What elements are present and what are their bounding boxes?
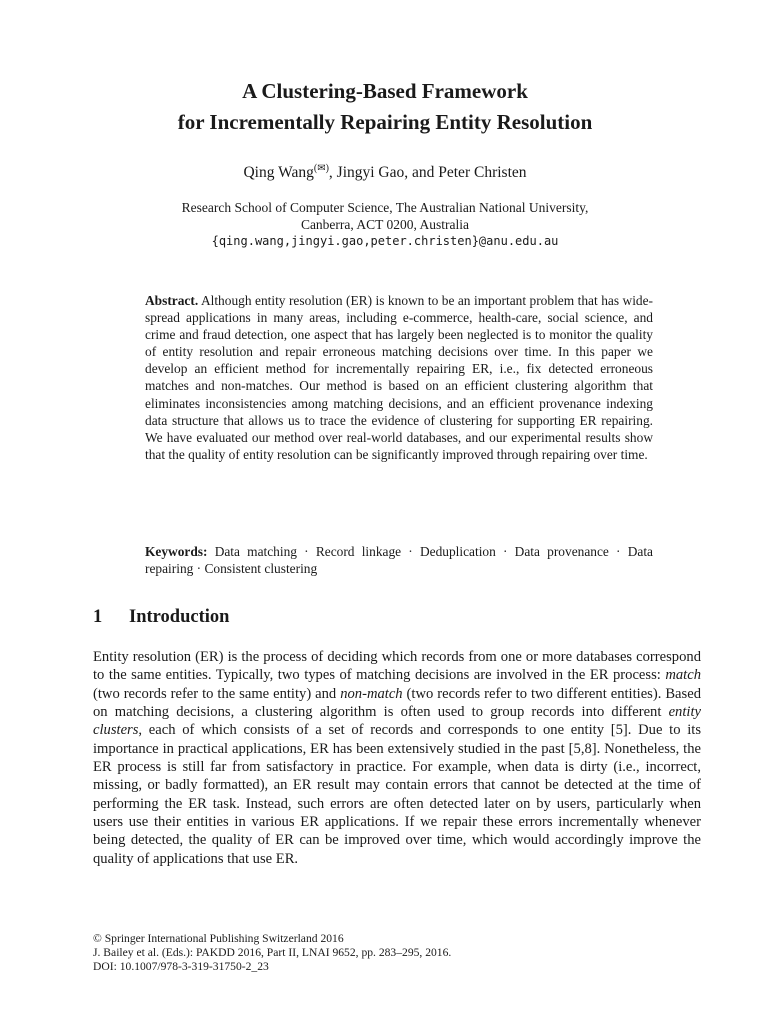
keywords-text: Data matching · Record linkage · Deduplication · Data provenance · Data repairing · Consistent clustering xyxy=(145,544,653,577)
section-number: 1 xyxy=(93,607,103,627)
title-line-2: for Incrementally Repairing Entity Resolution xyxy=(177,110,593,134)
envelope-icon: (✉) xyxy=(313,163,329,174)
affiliation xyxy=(0,199,770,250)
section-heading xyxy=(93,607,229,628)
author-others: , Jingyi Gao, and Peter Christen xyxy=(328,164,527,182)
intro-text-2: (two records refer to the same entity) and xyxy=(93,685,341,702)
affiliation-line-2: Canberra, ACT 0200, Australia xyxy=(300,217,470,232)
intro-text-4: , each of which consists of a set of records and corresponds to one entity [5]. Due to its importance in practical applications, ER has been extensively studied in the past [5,8]. Nonetheless, the ER process is still far from satisfactory in practice. For example, when data is dirty (i.e., incorrect, missing, or badly formatted), an ER result may contain errors that cannot be detected at the time of performing the ER task. Instead, such errors are often detected later on by users, particularly when users use their entities in various ER applications. If we repair these errors incrementally whenever being detected, the quality of ER can be improved over time, which would accordingly improve the quality of applications that use ER. xyxy=(93,722,701,867)
title-line-1: A Clustering-Based Framework xyxy=(242,79,528,103)
term-entity-clusters: entity clusters xyxy=(93,704,701,739)
keywords xyxy=(145,543,653,577)
citation-line: J. Bailey et al. (Eds.): PAKDD 2016, Part II, LNAI 9652, pp. 283–295, 2016. xyxy=(93,946,452,959)
paper-title xyxy=(0,76,770,138)
author-emails: {qing.wang,jingyi.gao,peter.christen}@anu.edu.au xyxy=(211,234,559,248)
abstract xyxy=(145,292,653,463)
copyright-line: © Springer International Publishing Switzerland 2016 xyxy=(93,932,344,945)
intro-text-1: Entity resolution (ER) is the process of deciding which records from one or more databases correspond to the same entities. Typically, two types of matching decisions are involved in the ER process: xyxy=(93,649,701,684)
intro-text-3: (two records refer to two different entities). Based on matching decisions, a clustering algorithm is often used to group records into different xyxy=(93,685,701,721)
publication-footer xyxy=(93,932,701,974)
affiliation-line-1: Research School of Computer Science, The Australian National University, xyxy=(181,200,589,215)
intro-paragraph xyxy=(93,648,701,868)
doi-line: DOI: 10.1007/978-3-319-31750-2_23 xyxy=(93,960,269,973)
term-match: match xyxy=(665,667,701,684)
term-non-match: non-match xyxy=(340,685,403,702)
keywords-label: Keywords: xyxy=(145,544,208,559)
author-corresponding: Qing Wang xyxy=(243,164,314,182)
section-title: Introduction xyxy=(129,607,230,627)
author-list xyxy=(0,163,770,182)
abstract-text: Although entity resolution (ER) is known to be an important problem that has wide-spread applications in many areas, including e-commerce, health-care, social science, and crime and fraud detection, one aspect that has largely been neglected is to monitor the quality of entity resolution and repair erroneous matching decisions over time. In this paper we develop an efficient method for incrementally repairing ER, i.e., fix detected erroneous matches and non-matches. Our method is based on an efficient clustering algorithm that eliminates inconsistencies among matching decisions, and an efficient provenance indexing data structure that allows us to trace the evidence of clustering for supporting ER repairing. We have evaluated our method over real-world databases, and our experimental results show that the quality of entity resolution can be significantly improved through repairing over time. xyxy=(145,293,654,462)
abstract-label: Abstract. xyxy=(145,293,199,308)
